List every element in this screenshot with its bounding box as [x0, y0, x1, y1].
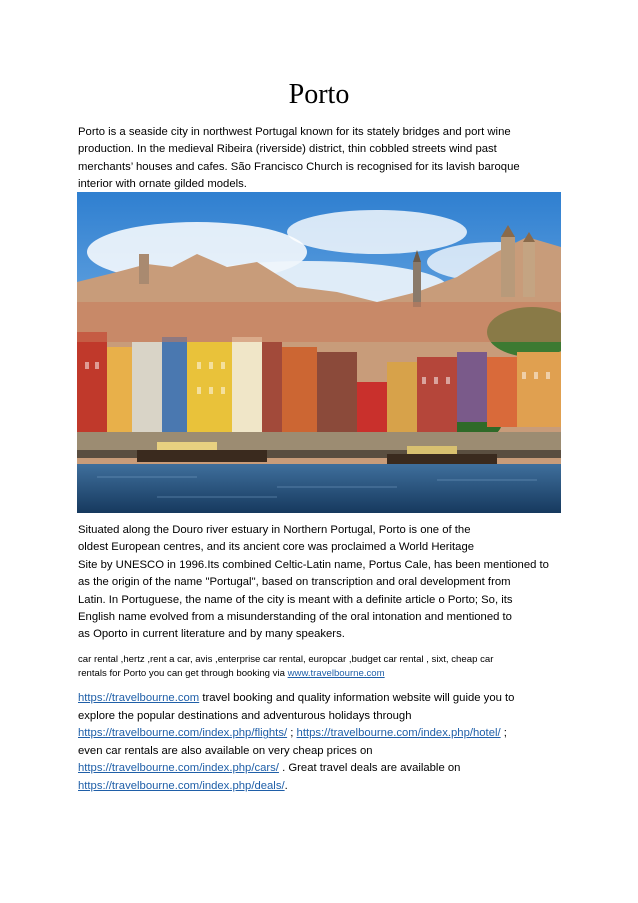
deals-link[interactable]: https://travelbourne.com/index.php/deals/	[78, 779, 285, 792]
history-line: Site by UNESCO in 1996.Its combined Celtic-Latin name, Portus Cale, has been mentioned to	[78, 558, 549, 571]
intro-line: production. In the medieval Ribeira (riverside) district, thin cobbled streets wind past	[78, 143, 497, 156]
history-line: Situated along the Douro river estuary in Northern Portugal, Porto is one of the	[78, 524, 471, 536]
history-line: Latin. In Portuguese, the name of the city is meant with a definite article o Porto; So, its	[78, 593, 513, 606]
history-line: English name evolved from a misunderstanding of the oral intonation and mentioned to	[78, 611, 512, 624]
car-rental-text: rentals for Porto you can get through booking via	[78, 668, 288, 680]
flights-link[interactable]: https://travelbourne.com/index.php/flights/	[78, 727, 288, 740]
separator-text: ;	[287, 727, 297, 740]
porto-riverside-photo	[77, 192, 561, 513]
promo-text: . Great travel deals are available on	[278, 762, 461, 775]
promo-line	[78, 690, 566, 708]
intro-line: interior with ornate gilded models.	[78, 178, 247, 191]
travelbourne-www-link[interactable]: www.travelbourne.com	[287, 668, 385, 680]
car-rental-line: car rental ,hertz ,rent a car, avis ,enterprise car rental, europcar ,budget car rental , sixt, cheap car	[78, 654, 494, 665]
cars-link[interactable]: https://travelbourne.com/index.php/cars/	[78, 762, 279, 775]
page-title: Porto	[288, 79, 350, 110]
promo-line	[78, 778, 566, 796]
promo-paragraph	[78, 690, 566, 796]
hotel-link[interactable]: https://travelbourne.com/index.php/hotel/	[296, 727, 501, 740]
car-rental-line	[78, 667, 566, 681]
car-rental-paragraph	[78, 653, 566, 682]
travelbourne-home-link[interactable]: https://travelbourne.com	[78, 692, 200, 704]
promo-line: explore the popular destinations and adventurous holidays through	[78, 709, 412, 722]
intro-line: merchants’ houses and cafes. São Francisco Church is recognised for its lavish baroque	[78, 160, 520, 173]
period-text: .	[284, 779, 288, 792]
promo-text: travel booking and quality information website will guide you to	[199, 692, 515, 704]
intro-paragraph	[78, 124, 566, 194]
promo-line	[78, 760, 566, 778]
separator-text: ;	[500, 727, 507, 740]
history-line: as Oporto in current literature and by many speakers.	[78, 628, 345, 641]
intro-line: Porto is a seaside city in northwest Portugal known for its stately bridges and port wine	[78, 126, 511, 138]
promo-line: even car rentals are also available on very cheap prices on	[78, 744, 373, 757]
history-line: oldest European centres, and its ancient core was proclaimed a World Heritage	[78, 541, 475, 554]
history-line: as the origin of the name "Portugal", based on transcription and oral development from	[78, 576, 511, 589]
promo-line	[78, 725, 566, 743]
history-paragraph	[78, 522, 566, 644]
